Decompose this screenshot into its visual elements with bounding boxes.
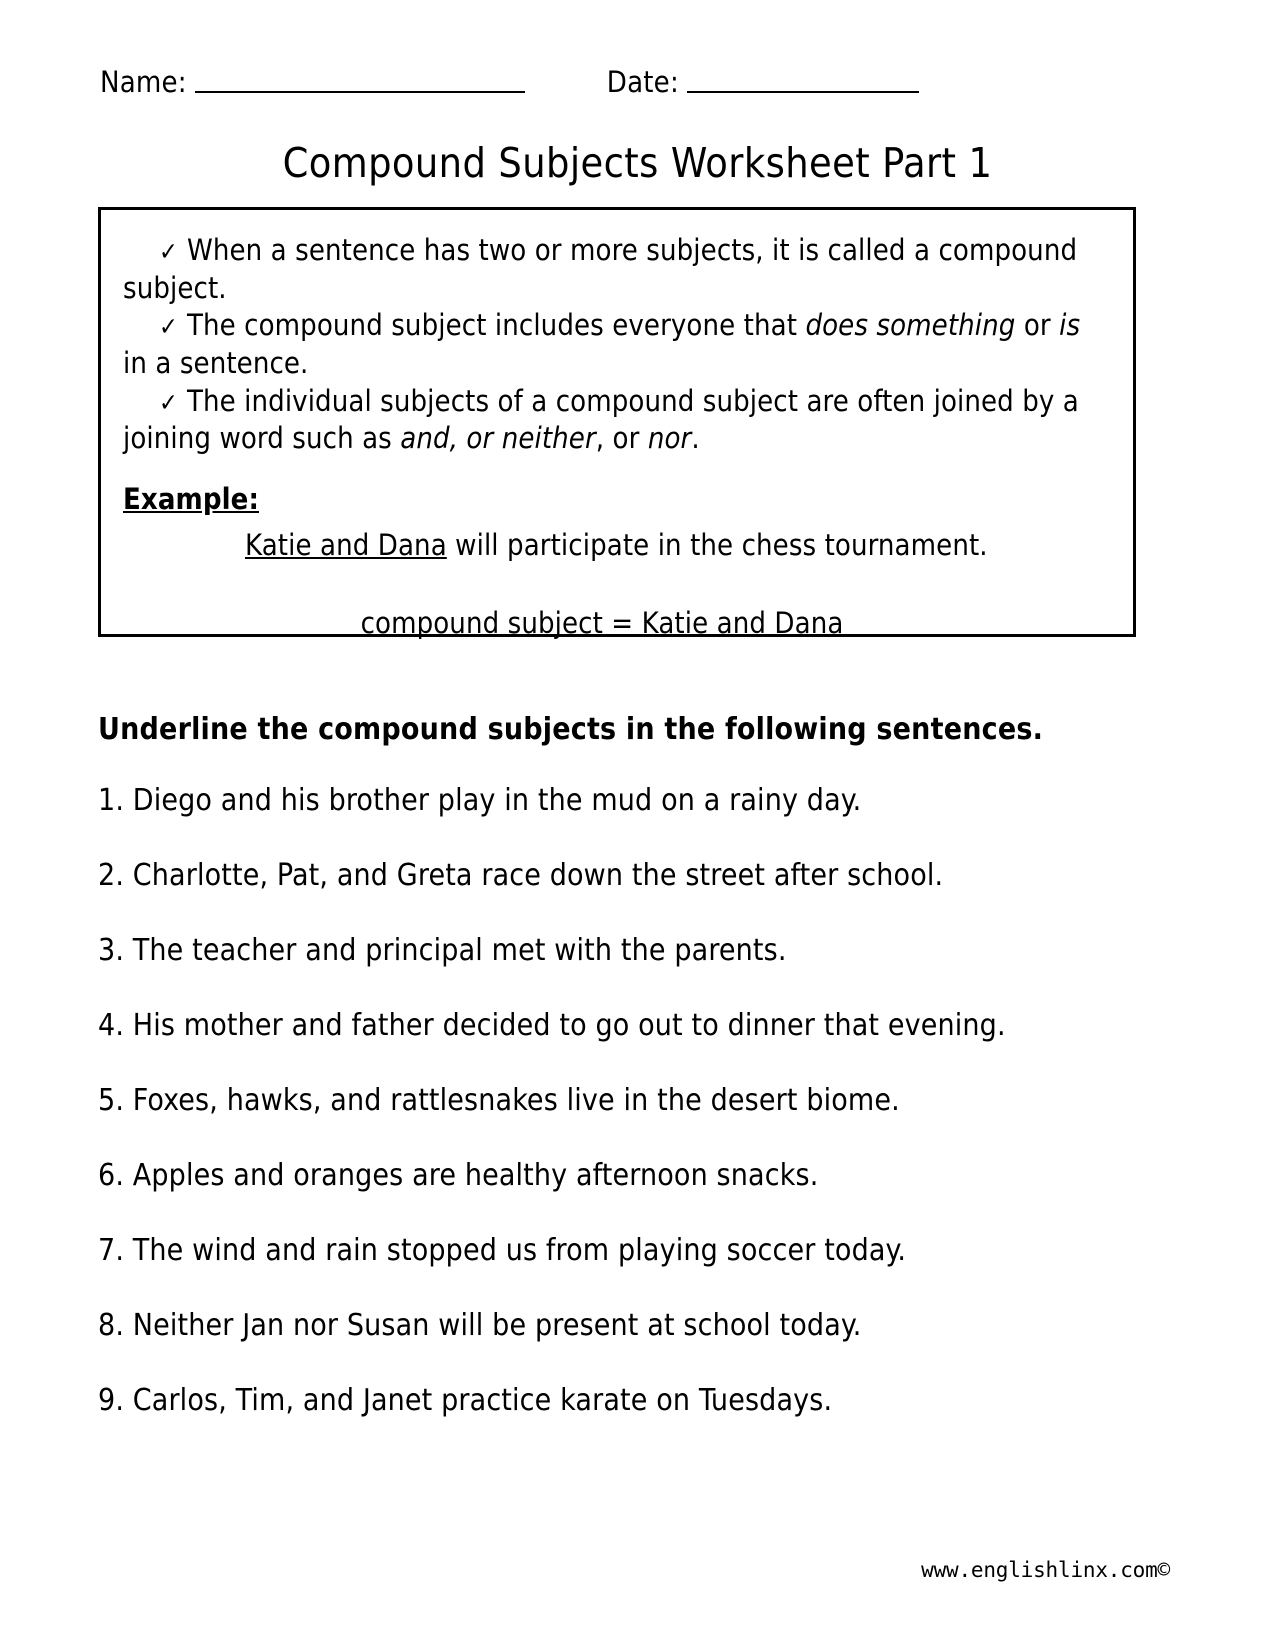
question-item[interactable]: 4. His mother and father decided to go out to dinner that evening.	[98, 1008, 1006, 1043]
question-item[interactable]: 2. Charlotte, Pat, and Greta race down the street after school.	[98, 858, 944, 893]
rule-bullet	[123, 232, 1111, 307]
name-date-row	[100, 65, 1180, 99]
check-icon: ✓	[159, 387, 178, 417]
example-sentence	[123, 528, 1111, 562]
question-item[interactable]: 6. Apples and oranges are healthy afternoon snacks.	[98, 1158, 819, 1193]
page-title: Compound Subjects Worksheet Part 1	[282, 139, 993, 187]
question-item[interactable]: 9. Carlos, Tim, and Janet practice karate on Tuesdays.	[98, 1383, 833, 1418]
rules-bullet-list	[123, 232, 1111, 458]
footer-credit: www.englishlinx.com©	[921, 1558, 1170, 1582]
example-sentence-rest: will participate in the chess tournament.	[446, 528, 988, 563]
date-input-line[interactable]	[687, 91, 919, 93]
name-input-line[interactable]	[195, 91, 525, 93]
rule-bullet-text: When a sentence has two or more subjects, it is called a compound subject.	[123, 233, 1078, 305]
directions-heading: Underline the compound subjects in the following sentences.	[98, 712, 1044, 747]
question-item[interactable]: 8. Neither Jan nor Susan will be present at school today.	[98, 1308, 862, 1343]
name-label: Name:	[100, 65, 187, 99]
question-item[interactable]: 1. Diego and his brother play in the mud on a rainy day.	[98, 783, 862, 818]
example-label: Example:	[123, 482, 259, 517]
question-item[interactable]: 5. Foxes, hawks, and rattlesnakes live in the desert biome.	[98, 1083, 900, 1118]
rule-bullet-text: The compound subject includes everyone that does something or is in a sentence.	[123, 308, 1081, 381]
rules-info-box	[98, 207, 1136, 641]
check-icon: ✓	[159, 312, 178, 342]
rule-bullet-text: The individual subjects of a compound subject are often joined by a joining word such as and, or neither, or nor.	[123, 383, 1079, 456]
date-label: Date:	[606, 65, 679, 99]
check-icon: ✓	[159, 237, 178, 266]
example-compound-subject: Katie and Dana	[245, 528, 447, 563]
question-list	[98, 783, 1158, 1461]
question-item[interactable]: 7. The wind and rain stopped us from playing soccer today.	[98, 1233, 907, 1268]
question-item[interactable]: 3. The teacher and principal met with the parents.	[98, 933, 787, 968]
rule-bullet	[123, 383, 1111, 458]
rule-bullet	[123, 307, 1111, 382]
example-result: compound subject = Katie and Dana	[360, 606, 844, 641]
